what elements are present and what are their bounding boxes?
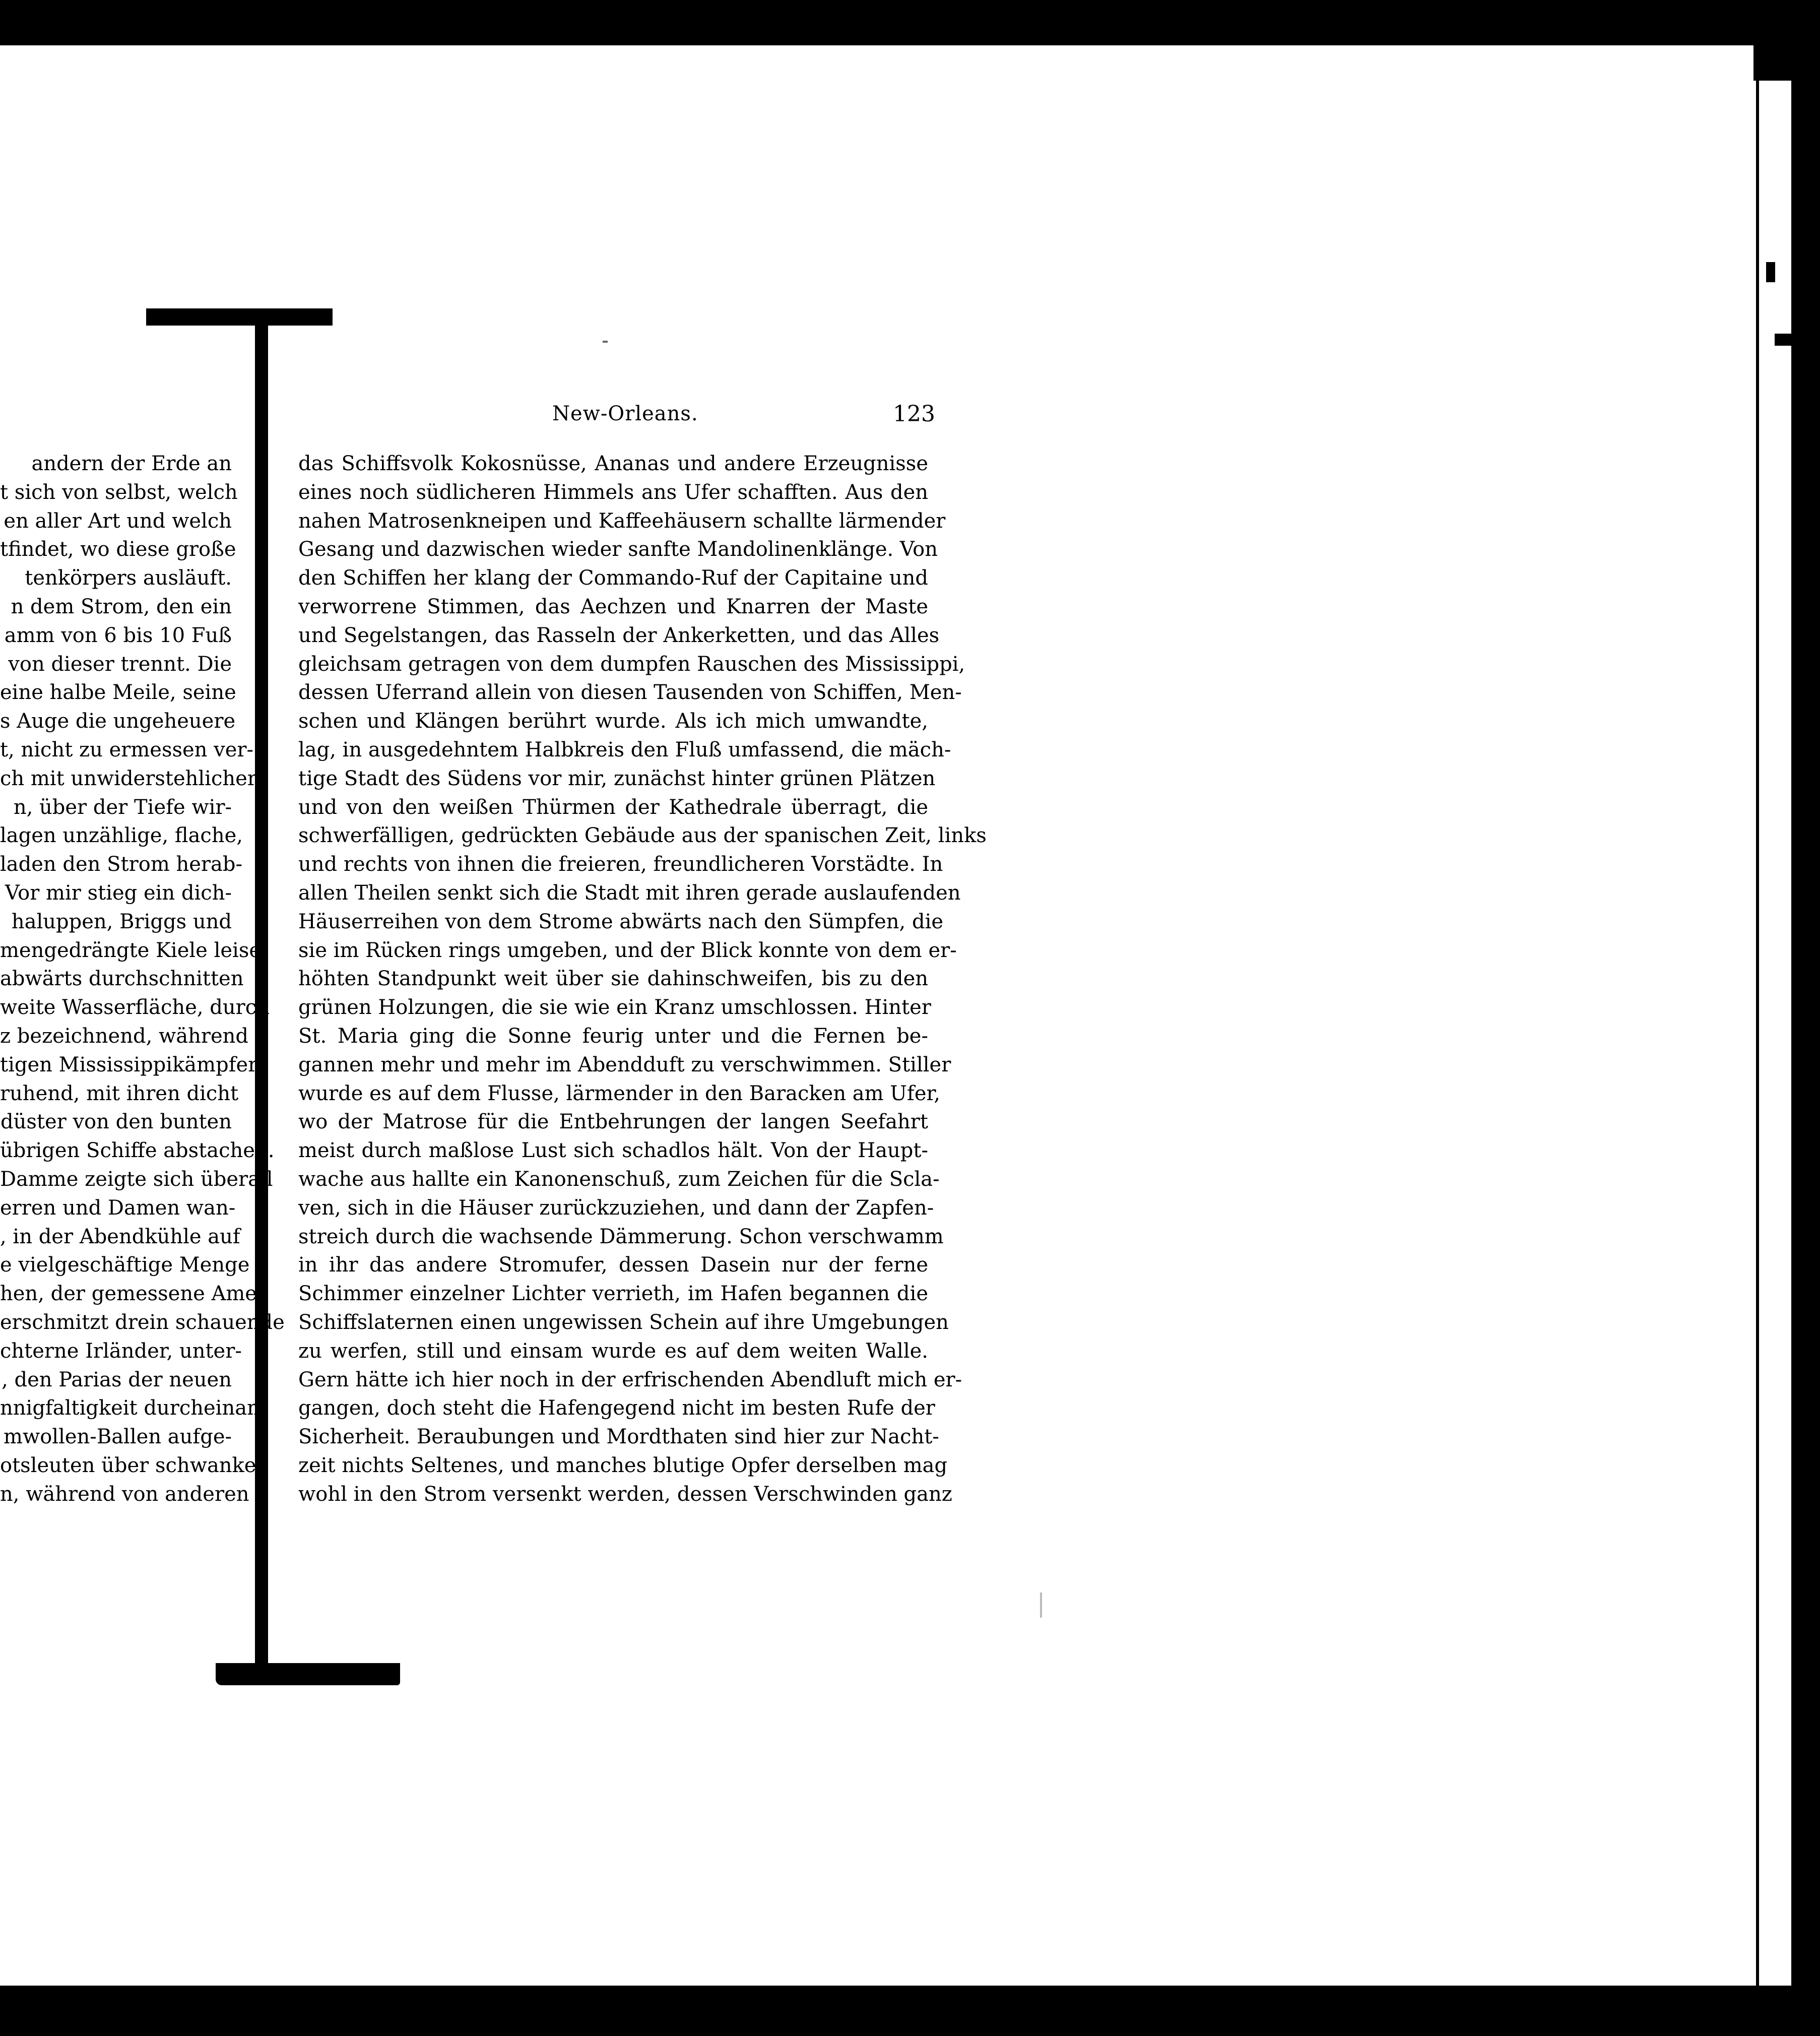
text-line: nahen Matrosenkneipen und Kaffeehäusern schallte lärmender <box>298 509 946 533</box>
text-line-content: haluppen, Briggs und <box>11 910 232 933</box>
text-line-content: en aller Art und welch <box>4 509 232 533</box>
text-line-content: nnigfaltigkeit durcheinan- <box>0 1396 267 1420</box>
edge-speck <box>1775 334 1793 346</box>
text-line-content: übrigen Schiffe abstachen. <box>0 1139 275 1163</box>
text-line: Häuserreihen von dem Strome abwärts nach den Sümpfen, die <box>298 910 944 933</box>
scan-speck <box>603 341 608 343</box>
text-line: und von den weißen Thürmen der Kathedrale überragt, die <box>298 795 928 819</box>
text-line <box>0 1251 250 1280</box>
text-line <box>0 678 236 707</box>
text-line-content: eine halbe Meile, seine <box>0 681 236 705</box>
text-line-content: , in der Abendkühle auf <box>0 1225 240 1248</box>
page-text-column <box>298 450 987 1508</box>
running-head: New-Orleans. <box>552 402 698 425</box>
scan-border-bottom <box>0 1986 1820 2036</box>
text-line <box>0 1108 232 1136</box>
text-line: Schiffslaternen einen ungewissen Schein auf ihre Umgebungen <box>298 1310 949 1334</box>
text-line <box>0 1337 242 1366</box>
text-line: eines noch südlicheren Himmels ans Ufer schafften. Aus den <box>298 480 928 504</box>
text-line-content: n, über der Tiefe wir- <box>13 795 232 819</box>
text-line <box>0 1194 236 1223</box>
text-line <box>0 736 254 765</box>
text-line-content: tfindet, wo diese große <box>0 538 236 561</box>
text-line <box>0 1423 232 1451</box>
binding-clamp-top <box>146 308 333 326</box>
text-line <box>0 793 232 822</box>
text-line-content: hen, der gemessene Ame- <box>0 1282 264 1306</box>
text-line: Gern hätte ich hier noch in der erfrischenden Abendluft mich er- <box>298 1368 962 1391</box>
text-line <box>0 1451 256 1480</box>
text-line-content: amm von 6 bis 10 Fuß <box>4 623 232 647</box>
text-line: gangen, doch steht die Hafengegend nicht im besten Rufe der <box>298 1396 935 1420</box>
text-line-content: tenkörpers ausläuft. <box>25 566 232 590</box>
text-line <box>0 1165 273 1194</box>
text-line <box>0 707 236 736</box>
text-line: grünen Holzungen, die sie wie ein Kranz umschlossen. Hinter <box>298 996 931 1020</box>
text-line-content: düster von den bunten <box>0 1110 232 1134</box>
text-line-content: otsleuten über schwanke <box>0 1453 256 1477</box>
text-line: schen und Klängen berührt wurde. Als ich mich umwandte, <box>298 710 928 733</box>
scan-border-notch <box>1753 35 1794 81</box>
text-line <box>0 1480 249 1509</box>
text-line-content: andern der Erde an <box>31 452 232 475</box>
text-line: meist durch maßlose Lust sich schadlos hält. Von der Haupt- <box>298 1139 928 1163</box>
text-line <box>0 650 232 679</box>
text-line: Sicherheit. Beraubungen und Mordthaten sind hier zur Nacht- <box>298 1425 939 1449</box>
text-line <box>0 765 257 793</box>
text-line <box>0 1079 239 1108</box>
text-line: streich durch die wachsende Dämmerung. Schon verschwamm <box>298 1225 944 1248</box>
text-line: allen Theilen senkt sich die Stadt mit ihren gerade auslaufenden <box>298 881 961 905</box>
text-line <box>0 879 232 908</box>
text-line <box>0 1223 240 1251</box>
text-line: zeit nichts Seltenes, und manches blutige Opfer derselben mag <box>298 1453 948 1477</box>
text-line-content: s Auge die ungeheuere <box>0 710 236 733</box>
text-line-content: z bezeichnend, während <box>0 1024 249 1048</box>
text-line: ven, sich in die Häuser zurückzuziehen, und dann der Zapfen- <box>298 1196 934 1220</box>
text-line-content: t sich von selbst, welch <box>0 480 238 504</box>
text-line-content: mwollen-Ballen aufge- <box>4 1425 232 1449</box>
scan-border-right <box>1791 0 1820 2036</box>
text-line: und Segelstangen, das Rasseln der Ankerketten, und das Alles <box>298 623 940 647</box>
text-line: und rechts von ihnen die freieren, freundlicheren Vorstädte. In <box>298 853 943 876</box>
text-line-content: Vor mir stieg ein dich- <box>5 881 232 905</box>
text-line: wohl in den Strom versenkt werden, dessen Verschwinden ganz <box>298 1482 952 1506</box>
text-line: Gesang und dazwischen wieder sanfte Mandolinenklänge. Von <box>298 538 938 561</box>
page-number: 123 <box>893 401 935 427</box>
text-line <box>0 478 238 507</box>
text-line <box>0 1136 275 1165</box>
text-line <box>0 1051 262 1079</box>
text-line-content: chterne Irländer, unter- <box>0 1339 242 1363</box>
text-line <box>0 908 232 936</box>
text-line: Schimmer einzelner Lichter verrieth, im Hafen begannen die <box>298 1282 928 1306</box>
text-line: wo der Matrose für die Entbehrungen der langen Seefahrt <box>298 1110 928 1134</box>
text-line-content: ch mit unwiderstehlicher <box>0 767 257 790</box>
text-line <box>0 850 242 879</box>
binding-clamp-bottom <box>216 1663 400 1685</box>
text-line <box>0 507 232 536</box>
text-line: verworrene Stimmen, das Aechzen und Knarren der Maste <box>298 595 928 618</box>
edge-speck <box>1766 262 1775 282</box>
text-line: gleichsam getragen von dem dumpfen Rauschen des Mississippi, <box>298 652 965 676</box>
text-line: dessen Uferrand allein von diesen Tausenden von Schiffen, Men- <box>298 681 962 705</box>
text-line <box>0 450 232 478</box>
text-line-content: n, während von anderen <box>0 1482 249 1506</box>
text-line <box>0 993 270 1022</box>
page-edge-line <box>1756 81 1759 1986</box>
text-line-content: von dieser trennt. Die <box>8 652 232 676</box>
text-line <box>0 936 262 965</box>
text-line: schwerfälligen, gedrückten Gebäude aus der spanischen Zeit, links <box>298 824 987 848</box>
text-line-content: weite Wasserfläche, durch <box>0 996 270 1020</box>
text-line <box>0 1280 264 1308</box>
text-line-content: laden den Strom herab- <box>0 853 242 876</box>
text-line-content: , den Parias der neuen <box>2 1368 232 1391</box>
text-line <box>0 535 236 564</box>
text-line-content: lagen unzählige, flache, <box>0 824 243 848</box>
previous-page-text-column <box>0 450 285 1508</box>
text-line: wurde es auf dem Flusse, lärmender in den Baracken am Ufer, <box>298 1081 940 1105</box>
text-line-content: abwärts durchschnitten <box>0 967 244 991</box>
text-line <box>0 821 243 850</box>
text-line: tige Stadt des Südens vor mir, zunächst hinter grünen Plätzen <box>298 767 936 790</box>
text-line <box>0 1394 267 1423</box>
text-line <box>0 564 232 593</box>
text-line: das Schiffsvolk Kokosnüsse, Ananas und andere Erzeugnisse <box>298 452 928 475</box>
text-line-content: Damme zeigte sich überall <box>0 1167 273 1191</box>
text-line <box>0 1366 232 1394</box>
text-line-content: mengedrängte Kiele leise <box>0 938 262 962</box>
scan-speck <box>1040 1593 1042 1618</box>
text-line <box>0 965 244 993</box>
text-line: den Schiffen her klang der Commando-Ruf der Capitaine und <box>298 566 928 590</box>
text-line-content: ruhend, mit ihren dicht <box>0 1081 239 1105</box>
text-line: St. Maria ging die Sonne feurig unter und die Fernen be- <box>298 1024 928 1048</box>
text-line <box>0 1308 285 1337</box>
text-line <box>0 621 232 650</box>
text-line <box>0 1022 249 1051</box>
text-line-content: t, nicht zu ermessen ver- <box>0 738 254 761</box>
text-line: sie im Rücken rings umgeben, und der Blick konnte von dem er- <box>298 938 957 962</box>
text-line-content: erschmitzt drein schauende <box>0 1310 285 1334</box>
text-line-content: erren und Damen wan- <box>0 1196 236 1220</box>
text-line-content: tigen Mississippikämpfer, <box>0 1053 262 1076</box>
text-line-content: e vielgeschäftige Menge <box>0 1253 250 1277</box>
text-line: lag, in ausgedehntem Halbkreis den Fluß umfassend, die mäch- <box>298 738 951 761</box>
text-line: wache aus hallte ein Kanonenschuß, zum Zeichen für die Scla- <box>298 1167 940 1191</box>
text-line: höhten Standpunkt weit über sie dahinschweifen, bis zu den <box>298 967 928 991</box>
scan-border-top <box>0 0 1820 45</box>
text-line: in ihr das andere Stromufer, dessen Dasein nur der ferne <box>298 1253 928 1277</box>
text-line: gannen mehr und mehr im Abendduft zu verschwimmen. Stiller <box>298 1053 951 1076</box>
text-line: zu werfen, still und einsam wurde es auf dem weiten Walle. <box>298 1339 928 1363</box>
text-line <box>0 593 232 621</box>
text-line-content: n dem Strom, den ein <box>11 595 232 618</box>
